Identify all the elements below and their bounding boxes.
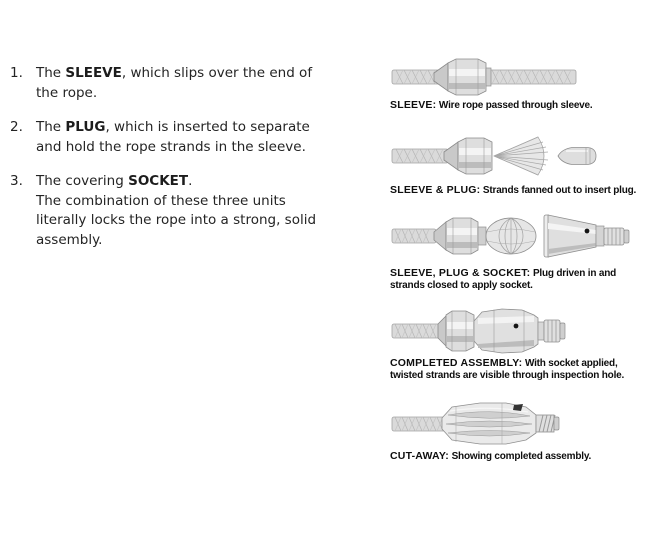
instruction-list: [10, 64, 340, 265]
figure-completed-assembly: [390, 302, 648, 381]
wire-rope: [392, 229, 436, 243]
list-item-socket: [10, 172, 340, 250]
term-socket: SOCKET: [128, 173, 189, 189]
threaded-tip: [536, 415, 559, 432]
sleeve-with-fanned-strands-and-plug-image: [390, 134, 602, 178]
item-number: 2.: [10, 119, 23, 135]
figure-sleeve-plug-socket: [390, 210, 648, 291]
figure-caption: [390, 451, 646, 463]
sleeve-fitting: [438, 311, 474, 351]
figure-sleeve: [390, 56, 648, 112]
cut-away-shell: [442, 403, 536, 444]
closed-strand-bulb: [486, 218, 536, 254]
item-text-pre: The: [36, 65, 66, 81]
term-plug: PLUG: [65, 119, 106, 135]
figure-cut-away: [390, 396, 648, 463]
list-item-plug: [10, 118, 340, 157]
caption-text: Plug driven in and strands closed to apply socket.: [390, 268, 617, 291]
caption-text: With socket applied, twisted strands are visible through inspection hole.: [390, 358, 625, 381]
caption-label: COMPLETED ASSEMBLY:: [390, 357, 523, 369]
caption-text: Showing completed assembly.: [451, 451, 592, 462]
caption-label: CUT-AWAY:: [390, 450, 449, 462]
figure-sleeve-and-plug: [390, 134, 648, 197]
item-text: [36, 172, 330, 250]
wire-rope: [392, 324, 440, 338]
caption-label: SLEEVE, PLUG & SOCKET:: [390, 267, 531, 279]
cut-away-assembly-image: [390, 396, 560, 446]
sleeve-fitting: [434, 218, 486, 254]
item-continuation: The combination of these three units literally locks the rope into a strong, solid assembly.: [36, 192, 317, 248]
caption-label: SLEEVE:: [390, 99, 437, 111]
figure-caption: [390, 100, 646, 112]
sleeve-fitting: [444, 138, 492, 174]
term-sleeve: SLEEVE: [65, 65, 122, 81]
item-text: [36, 118, 330, 157]
sleeve-plug-and-socket-image: [390, 210, 640, 262]
plug-piece: [558, 148, 596, 165]
figure-caption: [390, 358, 646, 381]
figure-caption: [390, 185, 646, 197]
applied-socket: [474, 309, 565, 353]
inspection-hole: [514, 324, 519, 329]
wire-rope: [392, 417, 446, 431]
socket-piece: [544, 215, 629, 257]
item-text: [36, 64, 330, 103]
wire-rope: [392, 149, 448, 163]
completed-assembly-image: [390, 302, 566, 354]
figure-caption: [390, 268, 646, 291]
item-text-post: , which is inserted to separate and hold the rope strands in the sleeve.: [36, 119, 310, 155]
caption-text: Strands fanned out to insert plug.: [482, 185, 637, 196]
list-item-sleeve: [10, 64, 340, 103]
item-text-pre: The: [36, 119, 66, 135]
item-text-pre: The covering: [36, 173, 129, 189]
item-number: 1.: [10, 65, 23, 81]
wire-rope-through-sleeve-image: [390, 56, 580, 98]
inspection-hole: [585, 229, 590, 234]
item-text-post: .: [188, 173, 193, 189]
fanned-strands: [494, 137, 548, 175]
sleeve-fitting: [434, 59, 491, 95]
item-number: 3.: [10, 173, 23, 189]
item-text-post: , which slips over the end of the rope.: [36, 65, 313, 101]
caption-label: SLEEVE & PLUG:: [390, 184, 481, 196]
caption-text: Wire rope passed through sleeve.: [438, 100, 593, 111]
